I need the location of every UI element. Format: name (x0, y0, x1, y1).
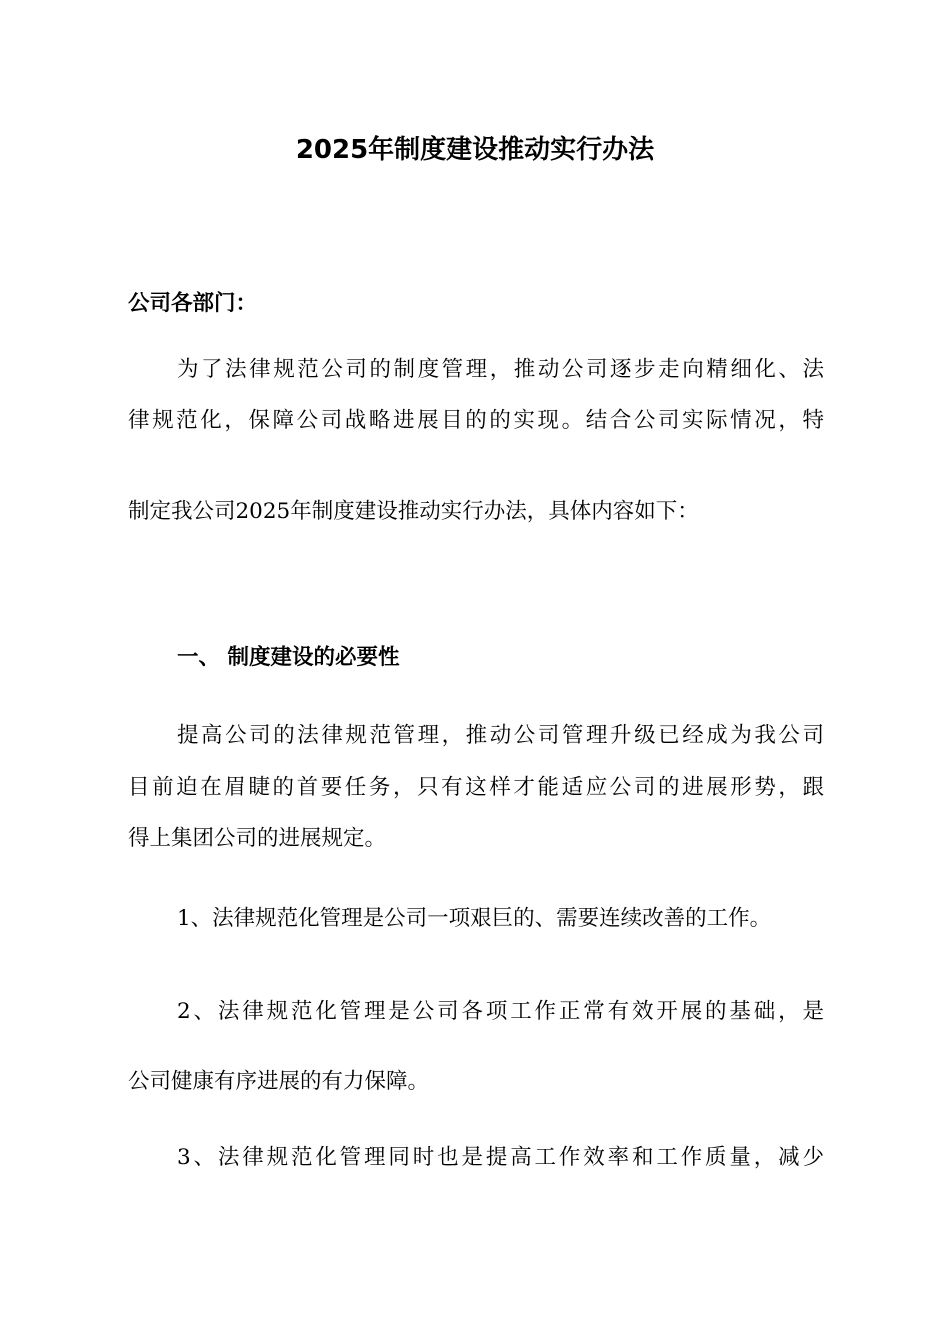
intro-line-3: 制定我公司2025年制度建设推动实行办法，具体内容如下： (128, 499, 699, 524)
section1-para-line-3: 得上集团公司的进展规定。 (128, 826, 387, 851)
document-title: 2025年制度建设推动实行办法 (295, 135, 655, 165)
list-item-1: 1、法律规范化管理是公司一项艰巨的、需要连续改善的工作。 (177, 906, 772, 931)
intro-line-1: 为了法律规范公司的制度管理，推动公司逐步走向精细化、法 (177, 357, 824, 382)
list-item-2-line-2: 公司健康有序进展的有力保障。 (128, 1069, 430, 1094)
list-item-2-line-1: 2、法律规范化管理是公司各项工作正常有效开展的基础，是 (177, 999, 824, 1024)
section1-para-line-1: 提高公司的法律规范管理，推动公司管理升级已经成为我公司 (177, 723, 824, 748)
section-heading-necessity: 一、 制度建设的必要性 (177, 645, 400, 670)
section1-para-line-2: 目前迫在眉睫的首要任务，只有这样才能适应公司的进展形势，跟 (128, 775, 824, 800)
list-item-3-line-1: 3、法律规范化管理同时也是提高工作效率和工作质量，减少 (177, 1145, 824, 1170)
intro-line-2: 律规范化，保障公司战略进展目的的实现。结合公司实际情况，特 (128, 408, 824, 433)
salutation: 公司各部门： (128, 291, 258, 316)
